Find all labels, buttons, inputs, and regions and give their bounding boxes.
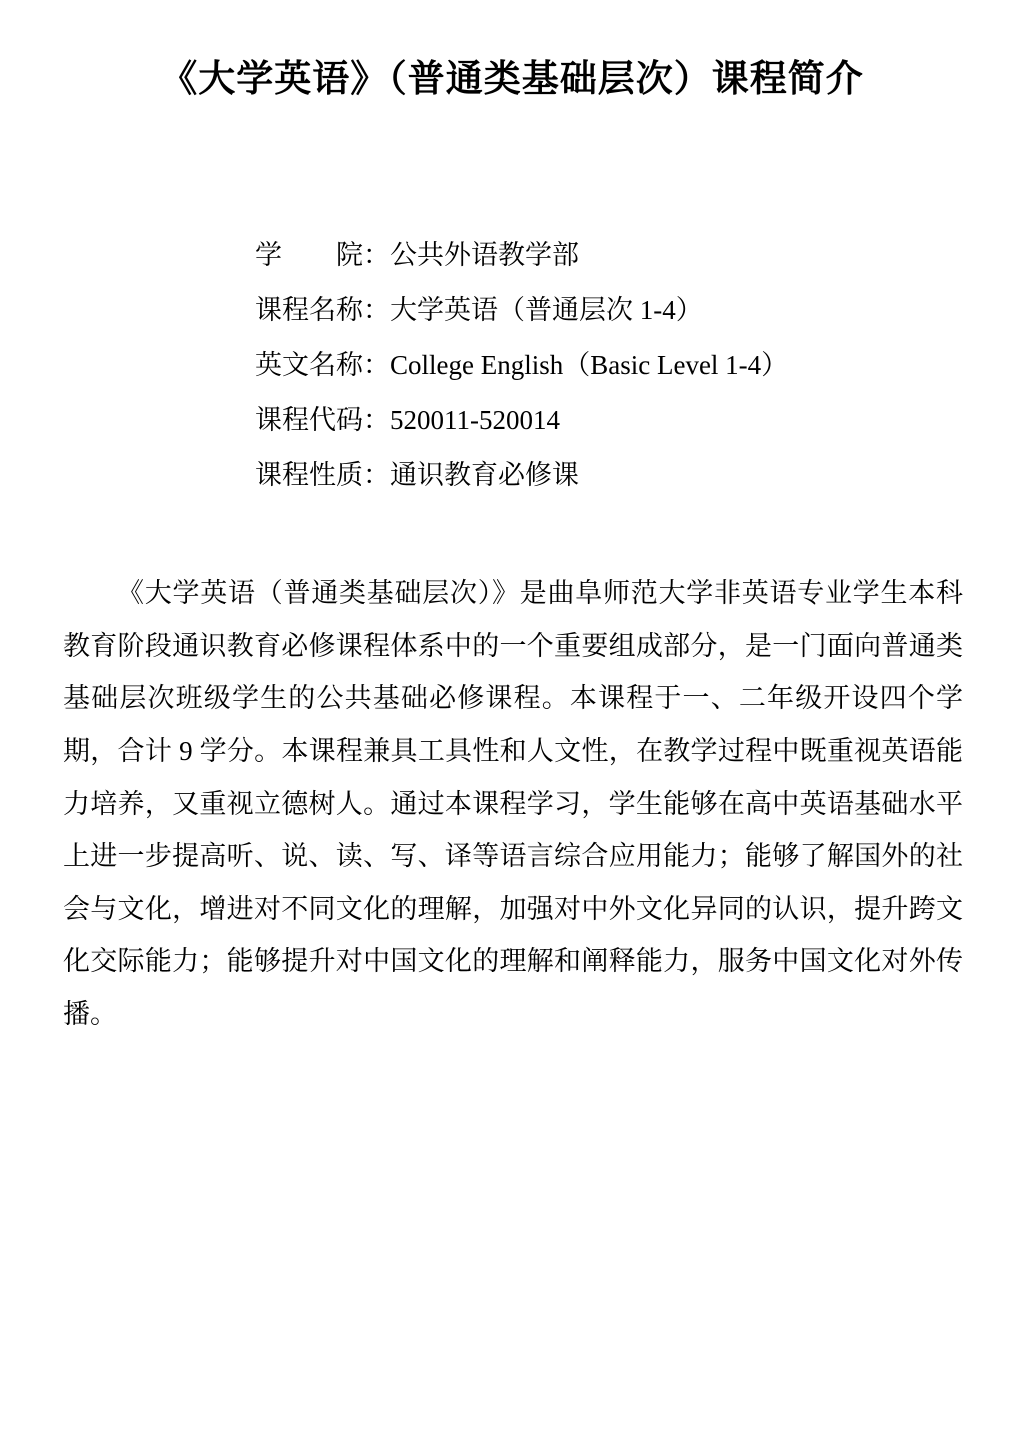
document-title: 《大学英语》（普通类基础层次）课程简介 — [160, 58, 864, 99]
info-row-course-type — [255, 448, 1024, 503]
info-row-english-name — [255, 338, 1024, 393]
info-value-course-type: 通识教育必修课 — [390, 460, 579, 491]
info-label-college: 学 院： — [255, 240, 390, 271]
info-label-course-code: 课程代码： — [255, 405, 390, 436]
info-label-course-name: 课程名称： — [255, 295, 390, 326]
info-value-english-name: College English（Basic Level 1-4） — [390, 350, 789, 381]
course-description-paragraph: 《大学英语（普通类基础层次）》是曲阜师范大学非英语专业学生本科教育阶段通识教育必修课程体系中的一个重要组成部分，是一门面向普通类基础层次班级学生的公共基础必修课程。本课程于一、二年级开设四个学期，合计 9 学分。本课程兼具工具性和人文性，在教学过程中既重视英语能力培养，又重视立德树人。通过本课程学习，学生能够在高中英语基础水平上进一步提高听、说、读、写、译等语言综合应用能力；能够了解国外的社会与文化，增进对不同文化的理解，加强对中外文化异同的认识，提升跨文化交际能力；能够提升对中国文化的理解和阐释能力，服务中国文化对外传播。 — [63, 578, 963, 1029]
info-value-college: 公共外语教学部 — [390, 240, 579, 271]
info-row-college — [255, 228, 1024, 283]
course-info-list — [255, 228, 1024, 503]
info-value-course-code: 520011-520014 — [390, 405, 560, 436]
info-row-course-name — [255, 283, 1024, 338]
info-row-course-code — [255, 393, 1024, 448]
info-label-english-name: 英文名称： — [255, 350, 390, 381]
info-value-course-name: 大学英语（普通层次 1-4） — [390, 295, 703, 326]
info-label-course-type: 课程性质： — [255, 460, 390, 491]
